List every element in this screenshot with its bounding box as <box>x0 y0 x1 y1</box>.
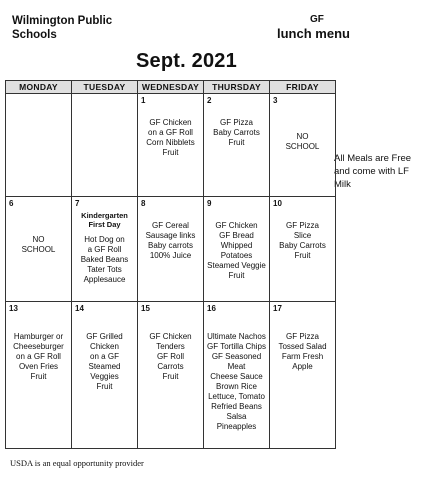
meal-items <box>72 211 137 285</box>
day-cell <box>270 197 336 302</box>
meal-line: Baby carrots <box>148 241 193 250</box>
meal-line: Veggies <box>90 372 119 381</box>
meal-line: Steamed Veggie <box>207 261 266 270</box>
calendar-table <box>5 80 336 449</box>
meal-items <box>204 221 269 281</box>
meal-line: Brown Rice <box>216 382 257 391</box>
meal-line: a GF Roll <box>87 245 122 254</box>
weekday-header: WEDNESDAY <box>138 81 204 94</box>
meal-line: Cheese Sauce <box>210 372 263 381</box>
calendar-body <box>6 94 336 449</box>
day-number: 7 <box>75 199 80 208</box>
meal-line: Potatoes <box>220 251 253 260</box>
day-number: 1 <box>141 96 146 105</box>
meal-line: Fruit <box>162 148 179 157</box>
day-number: 16 <box>207 304 216 313</box>
meal-line: GF Seasoned <box>211 352 262 361</box>
day-number: 17 <box>273 304 282 313</box>
day-cell <box>270 94 336 197</box>
meal-line: Salsa <box>226 412 247 421</box>
day-number: 2 <box>207 96 212 105</box>
meal-items <box>138 221 203 261</box>
day-number: 15 <box>141 304 150 313</box>
day-cell <box>72 302 138 449</box>
day-number: 6 <box>9 199 14 208</box>
meal-line: Fruit <box>228 271 245 280</box>
weekday-header: TUESDAY <box>72 81 138 94</box>
meal-items <box>204 118 269 148</box>
meal-line: Tater Tots <box>87 265 122 274</box>
meal-line: Slice <box>293 231 312 240</box>
meal-line: Tenders <box>156 342 185 351</box>
meal-line: GF Pizza <box>220 118 253 127</box>
meal-line: Fruit <box>294 251 311 260</box>
meal-items <box>270 332 335 372</box>
day-cell <box>6 197 72 302</box>
meal-line: NO <box>296 132 309 141</box>
meal-line: Chicken <box>90 342 119 351</box>
day-number: 13 <box>9 304 18 313</box>
meal-line: Oven Fries <box>18 362 59 371</box>
weekday-header-row <box>6 81 336 94</box>
day-cell <box>138 94 204 197</box>
meal-line: Hamburger or <box>13 332 64 341</box>
meal-line: GF Roll <box>156 352 185 361</box>
meal-line: GF Bread <box>219 231 254 240</box>
meal-line: Baby Carrots <box>279 241 326 250</box>
month-title: Sept. 2021 <box>136 50 237 72</box>
meal-line: GF Cereal <box>152 221 189 230</box>
meal-line: Applesauce <box>83 275 126 284</box>
day-number: 10 <box>273 199 282 208</box>
meal-line: Baby Carrots <box>213 128 260 137</box>
heading-line: First Day <box>88 220 121 229</box>
meal-items <box>270 221 335 261</box>
day-cell <box>72 94 138 197</box>
day-cell <box>204 302 270 449</box>
meal-line: Apple <box>292 362 313 371</box>
meal-line: Sausage links <box>145 231 196 240</box>
gf-label: GF <box>310 14 324 25</box>
district-name <box>12 14 132 42</box>
weekday-header: FRIDAY <box>270 81 336 94</box>
meal-line: Pineapples <box>216 422 257 431</box>
no-school-notice <box>6 235 71 255</box>
day-number: 8 <box>141 199 146 208</box>
kindergarten-first-day-note <box>74 211 135 229</box>
meal-line: Corn Nibblets <box>146 138 195 147</box>
footer-note: USDA is an equal opportunity provider <box>10 458 144 468</box>
meal-line: Tossed Salad <box>278 342 327 351</box>
meal-line: Ultimate Nachos <box>207 332 266 341</box>
meal-line: Meat <box>227 362 246 371</box>
meal-line: Lettuce, Tomato <box>208 392 265 401</box>
heading-line: Kindergarten <box>81 211 128 220</box>
weekday-header: THURSDAY <box>204 81 270 94</box>
day-cell <box>72 197 138 302</box>
district-name-line1: Wilmington Public <box>12 15 113 27</box>
day-cell <box>6 94 72 197</box>
meal-line: Baked Beans <box>80 255 129 264</box>
meal-line: Cheeseburger <box>13 342 64 351</box>
meal-items <box>6 332 71 382</box>
meal-line: SCHOOL <box>285 142 320 151</box>
meal-items <box>204 332 269 432</box>
meal-line: on a GF Roll <box>148 128 193 137</box>
meal-line: SCHOOL <box>21 245 56 254</box>
district-name-line2: Schools <box>12 29 57 41</box>
week-row <box>6 302 336 449</box>
meal-line: Fruit <box>96 382 113 391</box>
meal-line: 100% Juice <box>149 251 192 260</box>
day-cell <box>270 302 336 449</box>
day-cell <box>204 197 270 302</box>
meal-items <box>138 332 203 382</box>
day-cell <box>204 94 270 197</box>
day-cell <box>138 197 204 302</box>
no-school-notice <box>270 132 335 152</box>
side-note: All Meals are Free and come with LF Milk <box>334 153 412 190</box>
meal-line: GF Pizza <box>286 221 319 230</box>
meal-line: Farm Fresh <box>281 352 324 361</box>
week-row <box>6 197 336 302</box>
day-cell <box>6 302 72 449</box>
meal-line: Fruit <box>228 138 245 147</box>
meal-line: GF Grilled <box>86 332 123 341</box>
day-number: 9 <box>207 199 212 208</box>
meal-line: GF Chicken <box>215 221 258 230</box>
meal-line: on a GF <box>90 352 119 361</box>
meal-line: GF Chicken <box>149 332 192 341</box>
meal-line: Hot Dog on <box>84 235 125 244</box>
meal-line: Fruit <box>30 372 47 381</box>
menu-title: lunch menu <box>277 26 350 41</box>
weekday-header: MONDAY <box>6 81 72 94</box>
meal-line: Refried Beans <box>211 402 262 411</box>
meal-line: GF Chicken <box>149 118 192 127</box>
meal-line: NO <box>32 235 45 244</box>
meal-line: GF Pizza <box>286 332 319 341</box>
meal-line: GF Tortilla Chips <box>207 342 266 351</box>
day-cell <box>138 302 204 449</box>
meal-items <box>138 118 203 158</box>
day-number: 3 <box>273 96 278 105</box>
meal-line: Steamed <box>88 362 121 371</box>
meal-line: Fruit <box>162 372 179 381</box>
meal-items <box>72 332 137 392</box>
day-number: 14 <box>75 304 84 313</box>
week-row <box>6 94 336 197</box>
meal-line: Whipped <box>220 241 253 250</box>
meal-line: Carrots <box>157 362 184 371</box>
meal-line: on a GF Roll <box>16 352 61 361</box>
